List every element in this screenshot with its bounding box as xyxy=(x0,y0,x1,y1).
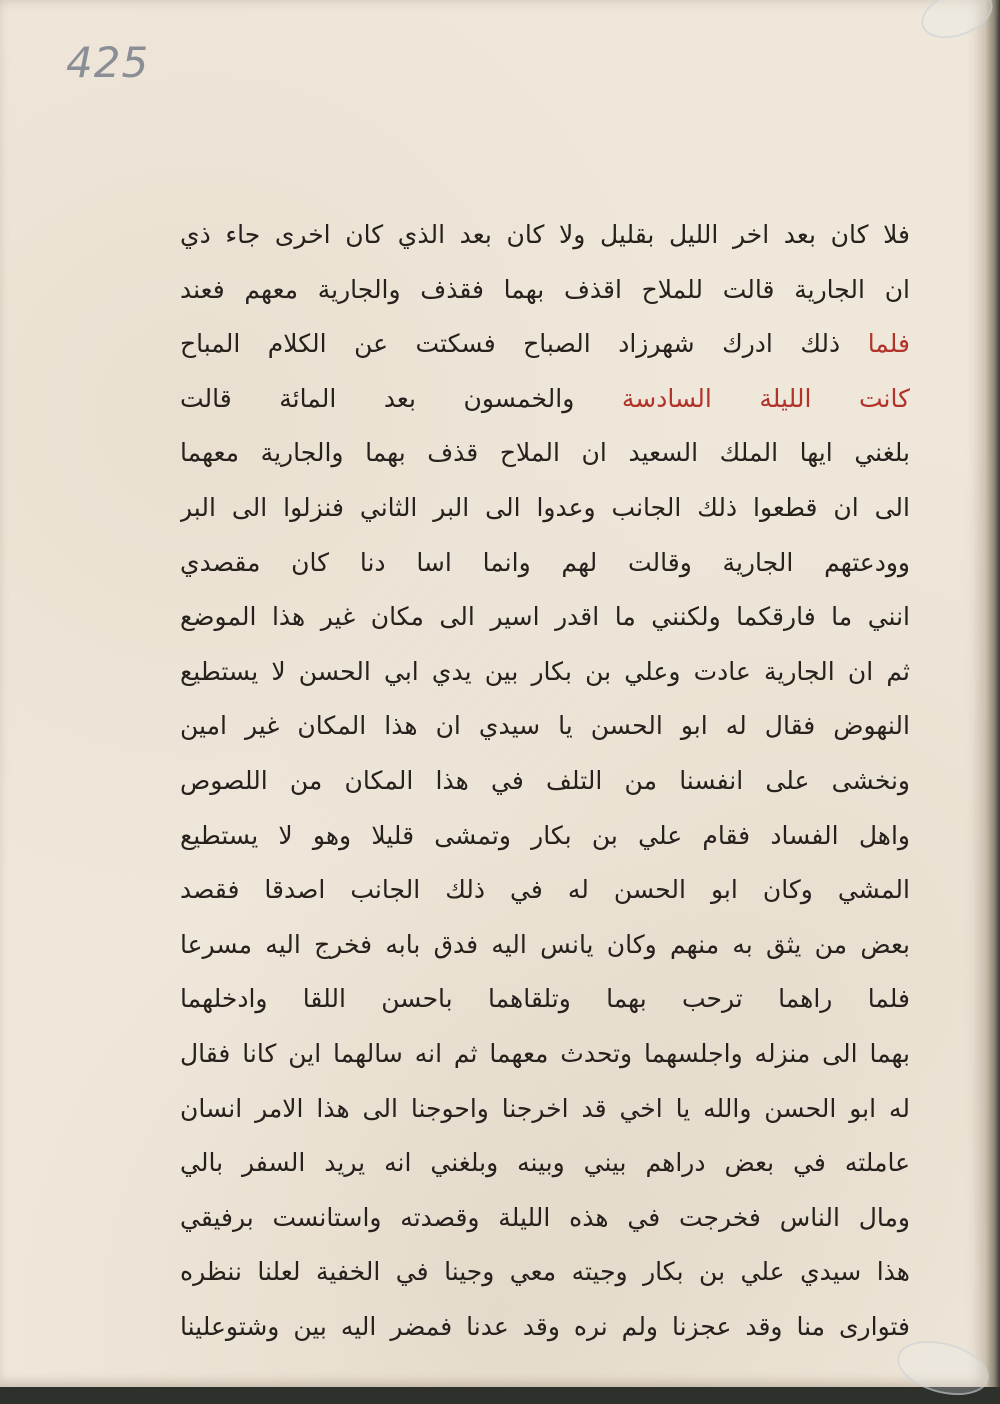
manuscript-line xyxy=(180,972,910,1027)
line-text: ان الجارية قالت للملاح اقذف بهما فقذف والجارية معهم فعند xyxy=(180,274,910,304)
line-text: عاملته في بعض دراهم بيني وبينه وبلغني انه يريد السفر بالي xyxy=(180,1148,910,1178)
manuscript-line xyxy=(180,208,910,263)
manuscript-line xyxy=(180,372,910,427)
manuscript-line xyxy=(180,918,910,973)
line-text: ذلك ادرك شهرزاد الصباح فسكتت عن الكلام المباح xyxy=(180,329,841,359)
manuscript-line xyxy=(180,1027,910,1082)
line-text: ثم ان الجارية عادت وعلي بن بكار بين يدي ابي الحسن لا يستطيع xyxy=(180,656,910,686)
line-text: ومال الناس فخرجت في هذه الليلة وقصدته واستانست برفيقي xyxy=(180,1202,910,1232)
manuscript-line xyxy=(180,590,910,645)
manuscript-line xyxy=(180,481,910,536)
line-text: بعض من يثق به منهم وكان يانس اليه فدق بابه فخرج اليه مسرعا xyxy=(180,929,910,959)
line-text: واهل الفساد فقام علي بن بكار وتمشى قليلا وهو لا يستطيع xyxy=(180,820,910,850)
folio-number: 425 xyxy=(66,38,150,87)
manuscript-line xyxy=(180,536,910,591)
line-text: بلغني ايها الملك السعيد ان الملاح قذف بهما والجارية معهما xyxy=(180,438,910,468)
line-text: الى ان قطعوا ذلك الجانب وعدوا الى البر الثاني فنزلوا الى البر xyxy=(180,492,910,522)
manuscript-line xyxy=(180,754,910,809)
manuscript-line xyxy=(180,263,910,318)
manuscript-line xyxy=(180,863,910,918)
line-text: المشي وكان ابو الحسن له في ذلك الجانب اصدقا فقصد xyxy=(180,875,910,905)
rubric-text: فلما xyxy=(867,329,910,359)
manuscript-text-block xyxy=(180,208,910,1354)
line-text: فلا كان بعد اخر الليل بقليل ولا كان بعد الذي كان اخرى جاء ذي xyxy=(180,220,910,249)
line-text: ونخشى على انفسنا من التلف في هذا المكان من اللصوص xyxy=(180,765,910,795)
manuscript-line xyxy=(180,1245,910,1300)
manuscript-line xyxy=(180,809,910,864)
manuscript-line xyxy=(180,1300,910,1355)
line-text: وودعتهم الجارية وقالت لهم وانما اسا دنا كان مقصدي xyxy=(180,547,910,577)
line-text: له ابو الحسن والله يا اخي قد اخرجنا واحوجنا الى هذا الامر انسان xyxy=(180,1093,910,1123)
manuscript-line xyxy=(180,317,910,372)
line-text: بهما الى منزله واجلسهما وتحدث معهما ثم انه سالهما اين كانا فقال xyxy=(180,1038,910,1068)
binding-edge xyxy=(986,0,1000,1387)
manuscript-line xyxy=(180,1191,910,1246)
line-text: والخمسون بعد المائة قالت xyxy=(180,383,575,413)
line-text: النهوض فقال له ابو الحسن يا سيدي ان هذا المكان غير امين xyxy=(180,711,910,741)
line-text: فتوارى منا وقد عجزنا ولم نره وقد عدنا فمضر اليه بين وشتوعلينا xyxy=(180,1311,910,1341)
manuscript-line xyxy=(180,1136,910,1191)
manuscript-line xyxy=(180,426,910,481)
manuscript-line xyxy=(180,699,910,754)
manuscript-line xyxy=(180,1082,910,1137)
line-text: انني ما فارقكما ولكنني ما اقدر اسير الى مكان غير هذا الموضع xyxy=(180,602,910,632)
rubric-text: كانت الليلة السادسة xyxy=(621,383,910,413)
line-text: هذا سيدي علي بن بكار وجيته معي وجينا في الخفية لعلنا ننظره xyxy=(180,1257,910,1287)
manuscript-line xyxy=(180,645,910,700)
line-text: فلما راهما ترحب بهما وتلقاهما باحسن اللقا وادخلهما xyxy=(180,984,910,1014)
